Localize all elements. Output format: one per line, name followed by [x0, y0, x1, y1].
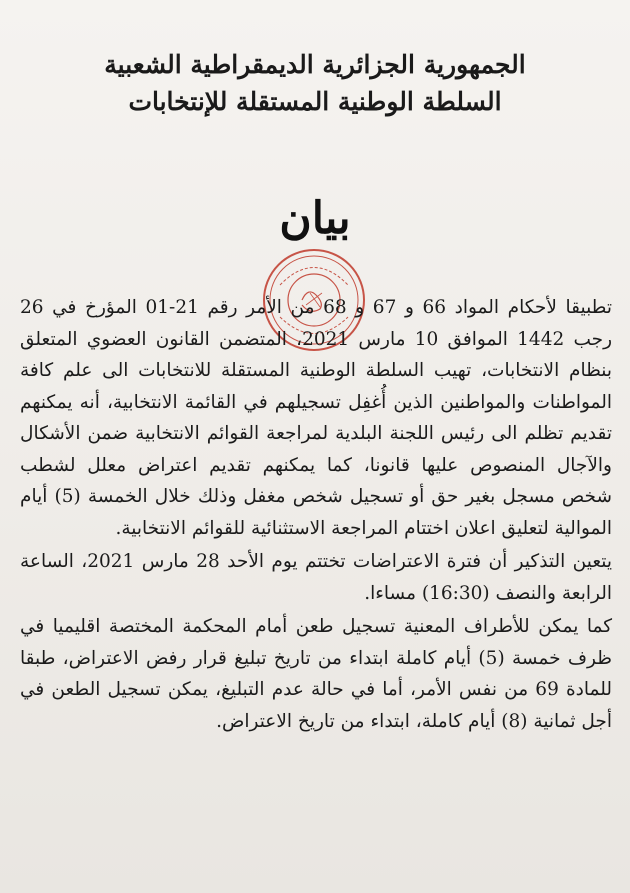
letterhead [30, 48, 600, 122]
paragraph-deadline: يتعين التذكير أن فترة الاعتراضات تختتم يوم الأحد 28 مارس 2021، الساعة الرابعة والنصف (16:30) مساءا. [20, 551, 612, 604]
statement-body [20, 292, 612, 737]
paragraph-appeal: كما يمكن للأطراف المعنية تسجيل طعن أمام المحكمة المختصة اقليميا في ظرف خمسة (5) أيام كاملة ابتداء من تاريخ تبليغ قرار رفض الاعتراض، طبقا للمادة 69 من نفس الأمر، أما في حالة عدم التبليغ، يمكن تسجيل الطعن في أجل ثمانية (8) أيام كاملة، ابتداء من تاريخ الاعتراض. [20, 616, 613, 732]
authority-name: السلطة الوطنية المستقلة للإنتخابات [128, 87, 502, 116]
page-title: بيان [279, 193, 351, 244]
paragraph-legal-basis: تطبيقا لأحكام المواد 66 و 67 و 68 من الأمر رقم 21-01 المؤرخ في 26 رجب 1442 الموافق 10 مارس 2021، المتضمن القانون العضوي المتعلق بنظام الانتخابات، تهيب السلطة الوطنية المستقلة للانتخابات الى علم كافة المواطنات والمواطنين الذين أُغفِل تسجيلهم في القائمة الانتخابية، أنه يمكنهم تقديم تظلم الى رئيس اللجنة البلدية لمراجعة القوائم الانتخابية ضمن الأشكال والآجال المنصوص عليها قانونا، كما يمكنهم تقديم اعتراض معلل لشطب شخص مسجل بغير حق أو تسجيل شخص مغفل وذلك خلال الخمسة (5) أيام الموالية لتعليق اعلان اختتام المراجعة الاستثنائية للقوائم الانتخابية. [20, 297, 613, 539]
republic-name: الجمهورية الجزائرية الديمقراطية الشعبية [104, 50, 526, 79]
